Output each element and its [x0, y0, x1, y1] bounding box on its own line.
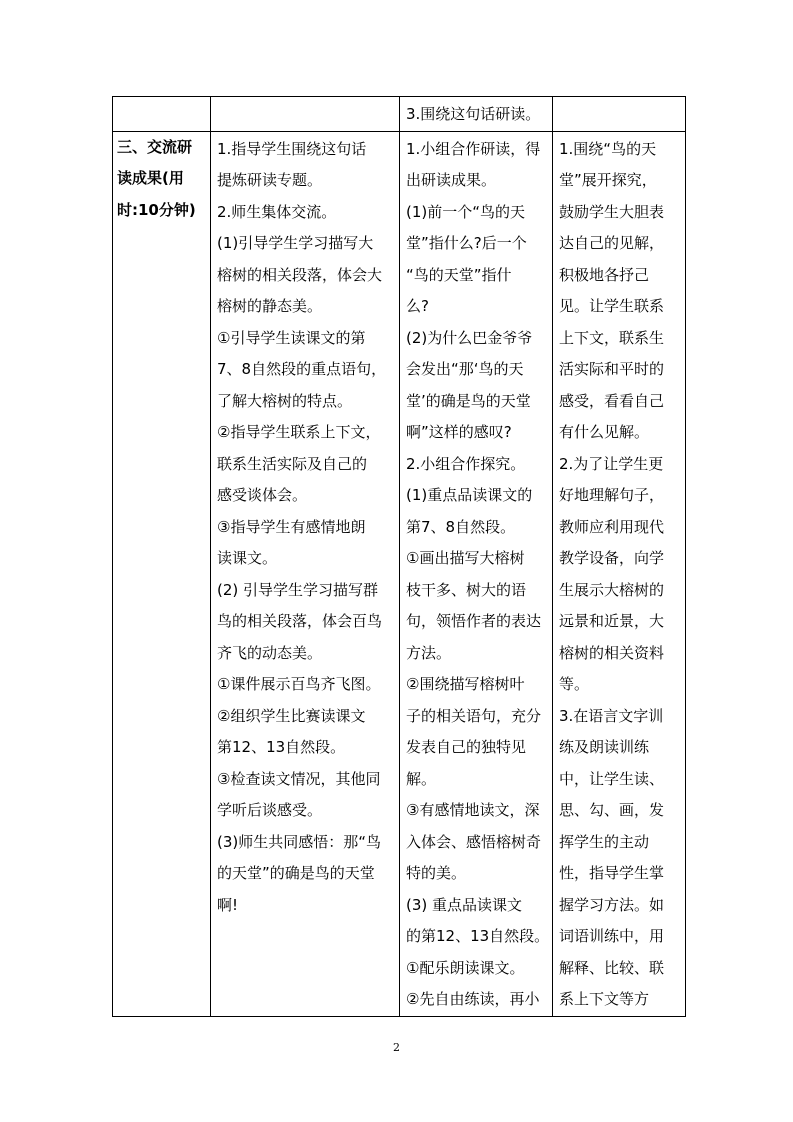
- page-number: 2: [393, 1041, 400, 1054]
- teacher-activity-line: 了解大榕树的特点。: [217, 391, 353, 410]
- design-intent-line: 1.围绕“鸟的天: [559, 139, 657, 158]
- stage-cell: [113, 131, 211, 1016]
- student-activity-line: 解。: [406, 769, 437, 788]
- stage-title-line: 三、交流研: [117, 137, 193, 156]
- teacher-activity-line: ②组织学生比赛读课文: [217, 706, 366, 725]
- teacher-activity-line: 啊!: [217, 895, 239, 914]
- student-activity-line: 枝干多、树大的语: [406, 580, 527, 599]
- design-intent-line: 鼓励学生大胆表: [559, 202, 665, 221]
- student-activity-line: 的第12、13自然段。: [406, 927, 550, 945]
- design-intent-line: 挥学生的主动: [559, 832, 650, 851]
- student-activity-line: ②围绕描写榕树叶: [406, 675, 525, 693]
- student-activity-line: ③有感情地读文，深: [406, 801, 540, 819]
- student-activity-line: 出研读成果。: [406, 171, 497, 189]
- design-intent-line: 榕树的相关资料: [559, 643, 665, 662]
- design-intent-line: 教师应利用现代: [559, 517, 665, 536]
- design-intent-line: 达自己的见解，: [559, 234, 665, 252]
- design-intent-line: 堂”展开探究，: [559, 171, 657, 189]
- design-intent-line: 2.为了让学生更: [559, 454, 664, 473]
- design-intent-line: 中，让学生读、: [559, 769, 665, 788]
- teacher-activity-line: 榕树的相关段落，体会大: [217, 265, 383, 284]
- teacher-activity-line: ③指导学生有感情地朗: [217, 517, 366, 536]
- lesson-plan-table: [112, 96, 686, 1017]
- design-intent-text: [553, 132, 685, 1016]
- student-activity-line: ①画出描写大榕树: [406, 549, 525, 567]
- design-intent-line: 系上下文等方: [559, 990, 650, 1008]
- teacher-activity-cell: [211, 131, 400, 1016]
- teacher-activity-line: (1)引导学生学习描写大: [217, 234, 374, 252]
- stage-title: [113, 132, 210, 227]
- teacher-activity-line: 第12、13自然段。: [217, 738, 346, 756]
- teacher-activity-line: 学听后谈感受。: [217, 801, 323, 819]
- design-intent-line: 有什么见解。: [559, 423, 650, 441]
- table-row-stage-3: [113, 131, 686, 1016]
- design-intent-line: 思、勾、画，发: [559, 801, 665, 819]
- design-intent-line: 感受，看看自己: [559, 391, 665, 410]
- student-activity-line: (1)前一个“鸟的天: [406, 202, 526, 221]
- design-intent-line: 性，指导学生掌: [559, 864, 665, 882]
- stage-title-line: 时:10分钟): [117, 200, 196, 219]
- student-activity-line: 会发出“那‘鸟的天: [406, 360, 524, 378]
- table-row-continuation: [113, 97, 686, 132]
- design-intent-line: 积极地各抒己: [559, 265, 650, 284]
- teacher-activity-line: ①课件展示百鸟齐飞图。: [217, 675, 381, 693]
- teacher-activity-line: 鸟的相关段落，体会百鸟: [217, 612, 383, 630]
- stage-title-line: 读成果(用: [117, 169, 184, 187]
- teacher-cell-empty: [211, 97, 400, 132]
- student-activity-line: ②先自由练读，再小: [406, 990, 540, 1008]
- teacher-activity-line: 齐飞的动态美。: [217, 643, 323, 662]
- student-activity-line: 句，领悟作者的表达: [406, 612, 542, 630]
- teacher-activity-line: (3)师生共同感悟：那“鸟: [217, 832, 382, 851]
- student-activity-cell: [400, 131, 553, 1016]
- teacher-activity-line: ①引导学生读课文的第: [217, 328, 366, 347]
- student-activity-line: (3) 重点品读课文: [406, 895, 523, 914]
- student-activity-line: 3.围绕这句话研读。: [406, 105, 541, 123]
- design-intent-line: 见。让学生联系: [559, 297, 665, 315]
- design-intent-line: 练及朗读训练: [559, 738, 650, 756]
- design-intent-line: 好地理解句子，: [559, 486, 665, 504]
- student-activity-line: (1)重点品读课文的: [406, 486, 533, 504]
- student-activity-line: 堂’的确是鸟的天堂: [406, 391, 531, 410]
- student-activity-line: (2)为什么巴金爷爷: [406, 328, 533, 347]
- design-intent-line: 活实际和平时的: [559, 360, 665, 378]
- student-activity-line: 特的美。: [406, 864, 467, 882]
- design-intent-line: 上下文，联系生: [559, 328, 665, 347]
- teacher-activity-line: 7、8自然段的重点语句，: [217, 360, 387, 378]
- student-activity-line: “鸟的天堂”指什: [406, 265, 512, 284]
- teacher-activity-line: 感受谈体会。: [217, 486, 308, 504]
- student-activity-line: 么?: [406, 297, 429, 315]
- design-intent-line: 解释、比较、联: [559, 958, 665, 977]
- teacher-activity-line: 联系生活实际及自己的: [217, 454, 368, 473]
- design-intent-line: 词语训练中，用: [559, 927, 665, 945]
- student-activity-line: 发表自己的独特见: [406, 738, 527, 756]
- student-activity-line: 方法。: [406, 643, 452, 662]
- design-intent-line: 教学设备，向学: [559, 549, 665, 567]
- teacher-activity-line: 1.指导学生围绕这句话: [217, 139, 367, 158]
- student-activity-text: [400, 132, 552, 1016]
- teacher-activity-line: 提炼研读专题。: [217, 171, 323, 189]
- design-intent-cell: [553, 131, 686, 1016]
- teacher-activity-line: 2.师生集体交流。: [217, 202, 337, 221]
- teacher-activity-line: 的天堂”的确是鸟的天堂: [217, 864, 375, 882]
- teacher-activity-text: [211, 132, 399, 922]
- teacher-activity-line: ③检查读文情况，其他同: [217, 769, 381, 788]
- student-activity-line: ①配乐朗读课文。: [406, 958, 525, 977]
- teacher-activity-line: 榕树的静态美。: [217, 297, 323, 315]
- design-intent-line: 远景和近景，大: [559, 612, 665, 630]
- design-intent-line: 生展示大榕树的: [559, 580, 665, 599]
- student-activity-line: 2.小组合作探究。: [406, 454, 526, 473]
- student-activity-line: 堂”指什么?后一个: [406, 234, 527, 252]
- stage-cell-empty: [113, 97, 211, 132]
- design-intent-line: 握学习方法。如: [559, 895, 665, 914]
- teacher-activity-line: ②指导学生联系上下文，: [217, 423, 381, 441]
- student-cell-top: [400, 97, 553, 132]
- design-cell-empty: [553, 97, 686, 132]
- student-activity-line: 子的相关语句，充分: [406, 706, 542, 725]
- student-activity-line: 第7、8自然段。: [406, 517, 516, 536]
- teacher-activity-line: 读课文。: [217, 549, 278, 567]
- teacher-activity-line: (2) 引导学生学习描写群: [217, 580, 379, 599]
- design-intent-line: 等。: [559, 675, 590, 693]
- design-intent-line: 3.在语言文字训: [559, 706, 664, 725]
- student-activity-line: 1.小组合作研读，得: [406, 139, 541, 158]
- student-activity-line: 啊”这样的感叹?: [406, 423, 512, 441]
- student-activity-line: 入体会、感悟榕树奇: [406, 832, 542, 851]
